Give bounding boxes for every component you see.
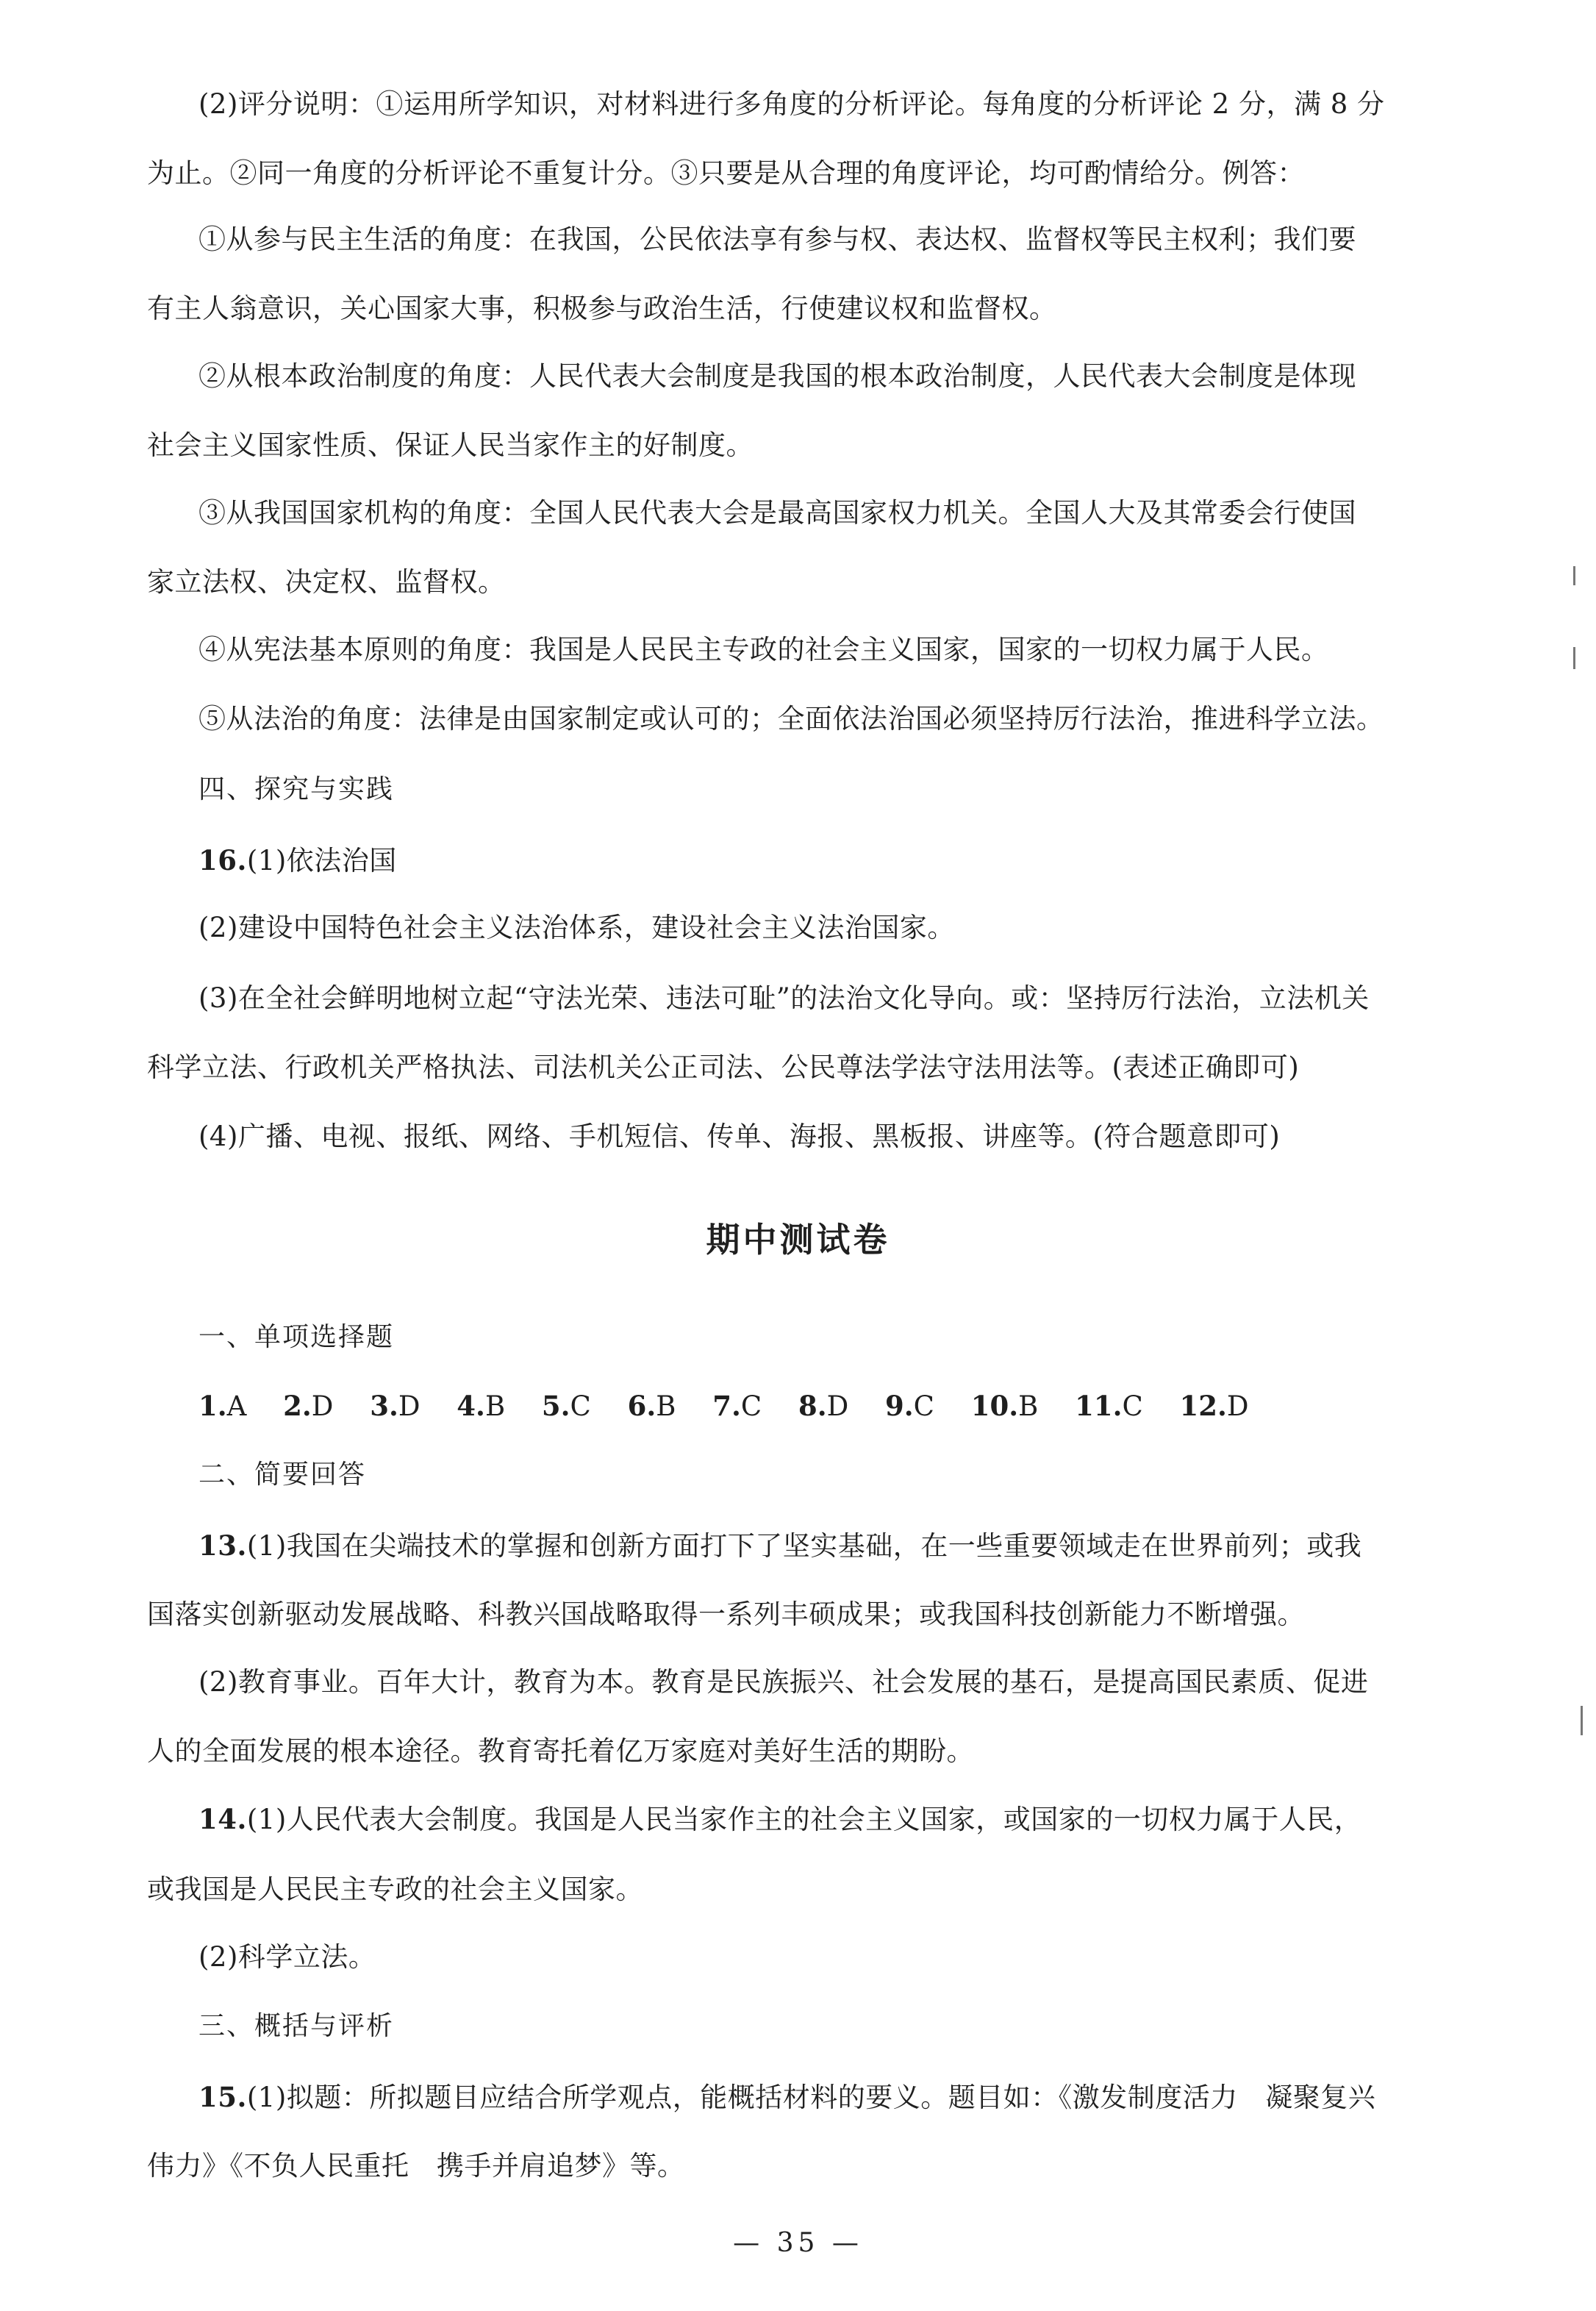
scan-mark bbox=[1581, 1706, 1583, 1735]
answer-item: 4.B bbox=[457, 1390, 506, 1422]
question-line bbox=[198, 1528, 1514, 1564]
text-line: (2)评分说明：①运用所学知识，对材料进行多角度的分析评论。每角度的分析评论 2 分，满 8 分 bbox=[198, 88, 1385, 120]
question-number: 15. bbox=[198, 2081, 247, 2113]
answer-item: 10.B bbox=[970, 1390, 1039, 1422]
text-line: (3)在全社会鲜明地树立起“守法光荣、违法可耻”的法治文化导向。或：坚持厉行法治，立法机关 bbox=[198, 982, 1370, 1014]
answer-item: 9.C bbox=[885, 1390, 934, 1422]
question-line bbox=[198, 2079, 1514, 2115]
answer-item: 1.A bbox=[198, 1390, 247, 1422]
answer-list bbox=[198, 1388, 1277, 1424]
text-line: 社会主义国家性质、保证人民当家作主的好制度。 bbox=[147, 429, 754, 461]
answer-item: 6.B bbox=[627, 1390, 676, 1422]
text-line: ④从宪法基本原则的角度：我国是人民民主专政的社会主义国家，国家的一切权力属于人民。 bbox=[198, 634, 1329, 665]
text-line: (2)建设中国特色社会主义法治体系，建设社会主义法治国家。 bbox=[198, 912, 955, 943]
text-line: 有主人翁意识，关心国家大事，积极参与政治生活，行使建议权和监督权。 bbox=[147, 293, 1057, 324]
question-line bbox=[198, 1801, 1514, 1837]
text-line: ①从参与民主生活的角度：在我国，公民依法享有参与权、表达权、监督权等民主权利；我们要 bbox=[198, 224, 1356, 255]
text-line: (2)科学立法。 bbox=[198, 1941, 376, 1973]
question-text: (1)拟题：所拟题目应结合所学观点，能概括材料的要义。题目如：《激发制度活力 凝聚复兴 bbox=[246, 2082, 1376, 2113]
question-number: 14. bbox=[198, 1803, 247, 1835]
question-text: (1)人民代表大会制度。我国是人民当家作主的社会主义国家，或国家的一切权力属于人民， bbox=[246, 1804, 1362, 1835]
answer-item: 12.D bbox=[1179, 1390, 1249, 1422]
answer-item: 11.C bbox=[1075, 1390, 1143, 1422]
question-number: 16. bbox=[198, 844, 247, 876]
text-line: 科学立法、行政机关严格执法、司法机关公正司法、公民尊法学法守法用法等。(表述正确即可) bbox=[147, 1051, 1300, 1083]
text-line: ③从我国国家机构的角度：全国人民代表大会是最高国家权力机关。全国人大及其常委会行使国 bbox=[198, 497, 1356, 529]
text-line: 伟力》《不负人民重托 携手并肩追梦》等。 bbox=[147, 2150, 685, 2182]
answer-item: 7.C bbox=[712, 1390, 762, 1422]
section-heading: 一、单项选择题 bbox=[198, 1322, 395, 1352]
section-heading: 二、简要回答 bbox=[198, 1460, 367, 1490]
section-heading: 三、概括与评析 bbox=[198, 2011, 395, 2041]
question-text: (1)依法治国 bbox=[246, 845, 397, 876]
text-line: 家立法权、决定权、监督权。 bbox=[147, 566, 506, 598]
question-text: (1)我国在尖端技术的掌握和创新方面打下了坚实基础，在一些重要领域走在世界前列；或我 bbox=[246, 1530, 1362, 1562]
answer-item: 2.D bbox=[283, 1390, 334, 1422]
text-line: (4)广播、电视、报纸、网络、手机短信、传单、海报、黑板报、讲座等。(符合题意即可) bbox=[198, 1121, 1281, 1152]
question-number: 13. bbox=[198, 1529, 247, 1562]
section-title: 期中测试卷 bbox=[706, 1220, 890, 1260]
text-line: ②从根本政治制度的角度：人民代表大会制度是我国的根本政治制度，人民代表大会制度是体现 bbox=[198, 360, 1356, 392]
question-line bbox=[198, 843, 1514, 879]
scan-mark bbox=[1573, 566, 1575, 585]
scan-mark bbox=[1573, 647, 1575, 669]
text-line: ⑤从法治的角度：法律是由国家制定或认可的；全面依法治国必须坚持厉行法治，推进科学立法。 bbox=[198, 703, 1384, 735]
text-line: (2)教育事业。百年大计，教育为本。教育是民族振兴、社会发展的基石，是提高国民素质、促进 bbox=[198, 1666, 1369, 1698]
answer-item: 3.D bbox=[370, 1390, 421, 1422]
text-line: 为止。②同一角度的分析评论不重复计分。③只要是从合理的角度评论，均可酌情给分。例答： bbox=[147, 157, 1305, 189]
answer-item: 5.C bbox=[541, 1390, 591, 1422]
text-line: 国落实创新驱动发展战略、科教兴国战略取得一系列丰硕成果；或我国科技创新能力不断增强。 bbox=[147, 1599, 1305, 1630]
page-number: — 35 — bbox=[733, 2228, 863, 2258]
text-line: 或我国是人民民主专政的社会主义国家。 bbox=[147, 1874, 643, 1905]
text-line: 人的全面发展的根本途径。教育寄托着亿万家庭对美好生活的期盼。 bbox=[147, 1735, 974, 1767]
section-heading: 四、探究与实践 bbox=[198, 774, 395, 804]
answer-item: 8.D bbox=[798, 1390, 849, 1422]
